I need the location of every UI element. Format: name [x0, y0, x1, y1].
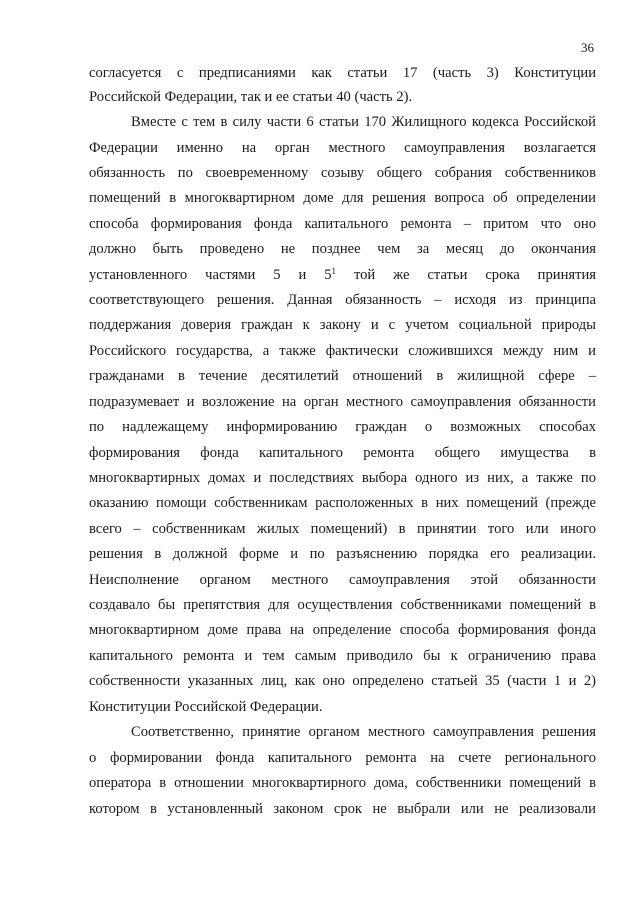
- paragraph-first-line: Вместе с тем в силу части 6 статьи 170 Жилищного кодекса Российской: [131, 114, 596, 130]
- text-line: гражданами в течение десятилетий отношений в жилищной сфере –: [89, 368, 596, 384]
- text-line: поддержания доверия граждан к закону и с учетом социальной природы: [89, 317, 596, 333]
- line-start: установленного частями 5 и 5: [89, 267, 332, 283]
- text-line-with-superscript: [89, 263, 596, 287]
- text-line: котором в установленный законом срок не выбрали или не реализовали: [89, 801, 596, 817]
- text-line: по надлежащему информированию граждан о возможных способах: [89, 419, 596, 435]
- text-line: о формировании фонда капитального ремонта на счете регионального: [89, 750, 596, 766]
- text-line: Российской Федерации, так и ее статьи 40 (часть 2).: [89, 89, 413, 105]
- text-line: многоквартирном доме права на определение способа формирования фонда: [89, 622, 596, 638]
- paragraph-first-line: Соответственно, принятие органом местного самоуправления решения: [131, 724, 596, 740]
- text-line: Конституции Российской Федерации.: [89, 699, 323, 715]
- page-number: 36: [581, 40, 594, 55]
- superscript: 1: [331, 266, 337, 277]
- text-line: оказанию помощи собственникам расположенных в них помещений (прежде: [89, 495, 596, 511]
- text-line: многоквартирных домах и последствиях выбора одного из них, а также по: [89, 470, 596, 486]
- text-line: оператора в отношении многоквартирного дома, собственники помещений в: [89, 775, 596, 791]
- text-line: помещений в многоквартирном доме для решения вопроса об определении: [89, 190, 596, 206]
- text-line: решения в должной форме и по разъяснению порядка его реализации.: [89, 546, 596, 562]
- text-line: обязанность по своевременному созыву общего собрания собственников: [89, 165, 596, 181]
- text-line: создавало бы препятствия для осуществления собственниками помещений в: [89, 597, 596, 613]
- text-line: соответствующего решения. Данная обязанность – исходя из принципа: [89, 292, 596, 308]
- text-line: должно быть проведено не позднее чем за месяц до окончания: [89, 241, 596, 257]
- text-line: формирования фонда капитального ремонта общего имущества в: [89, 445, 596, 461]
- text-line: подразумевает и возложение на орган местного самоуправления обязанности: [89, 394, 596, 410]
- text-line: согласуется с предписаниями как статьи 17 (часть 3) Конституции: [89, 65, 596, 81]
- text-line: всего – собственникам жилых помещений) в принятии того или иного: [89, 521, 596, 537]
- text-line: собственности указанных лиц, как оно определено статьей 35 (части 1 и 2): [89, 673, 596, 689]
- text-line: капитального ремонта и тем самым приводило бы к ограничению права: [89, 648, 596, 664]
- text-line: Федерации именно на орган местного самоуправления возлагается: [89, 140, 596, 156]
- line-end: той же статьи срока принятия: [353, 267, 596, 283]
- text-line: Неисполнение органом местного самоуправления этой обязанности: [89, 572, 596, 588]
- text-line: Российского государства, а также фактически сложившихся между ним и: [89, 343, 596, 359]
- text-line: способа формирования фонда капитального ремонта – притом что оно: [89, 216, 596, 232]
